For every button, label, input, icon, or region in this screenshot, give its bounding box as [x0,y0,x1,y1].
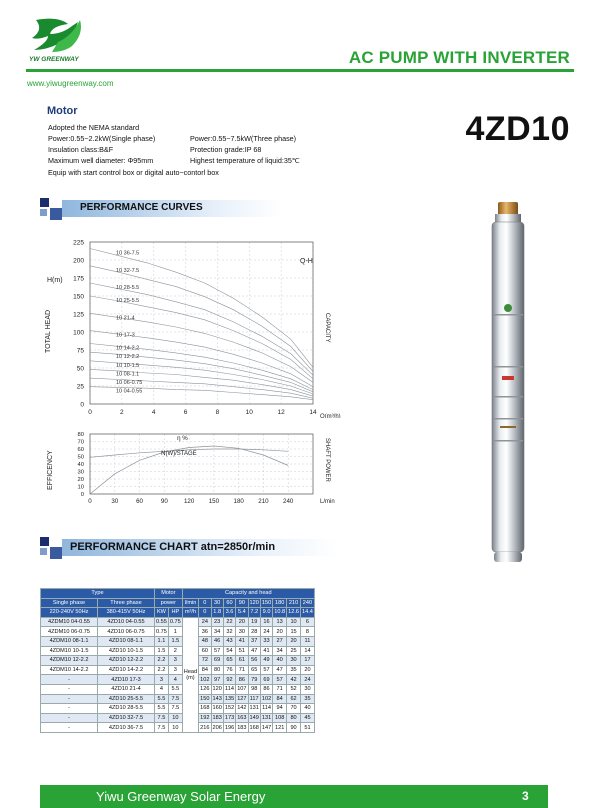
y-tick-label: 50 [76,365,84,373]
table-cell: 7.5 [155,713,169,723]
th-flow: 90 [236,598,248,608]
table-cell: 1.1 [155,636,169,646]
y-unit: H(m) [47,277,63,284]
table-cell: 0.75 [156,628,167,635]
table-cell: 131 [249,705,259,712]
table-cell: 0.75 [169,619,181,626]
table-cell: 143 [212,695,222,702]
table-cell: 4ZDM10 08-1.1 [41,636,98,646]
spec-temperature: Highest temperature of liquid:35℃ [190,156,300,165]
table-cell: 2.2 [155,656,169,666]
table-header-cell: 5.4 [236,608,248,618]
table-cell: 41 [236,636,248,646]
table-cell: 4 [155,684,169,694]
table-header-cell: 220-240V 50Hz [41,608,98,618]
motor-heading: Motor [47,105,78,117]
table-cell: 51 [301,723,315,733]
table-cell: - [41,704,98,714]
table-row [41,704,315,714]
table-row [41,646,315,656]
th-motor: Motor [155,589,183,599]
table-cell: 11 [301,636,315,646]
table-cell: 4ZD10 08-1.1 [98,636,155,646]
table-cell: 86 [236,675,248,685]
table-cell: 79 [248,675,260,685]
spec-well-diameter: Maximum well diameter: Φ95mm [48,156,154,165]
hq-curve-label: 10 21-4 [116,315,135,322]
th-capacity: Capacity and head [182,589,314,599]
table-cell: 69 [260,675,272,685]
table-cell: 1.5 [155,646,169,656]
table-cell: 150 [200,695,210,702]
table-cell: 98 [248,684,260,694]
x-tick-label: 0 [88,498,92,505]
table-cell: 14 [301,646,315,656]
table-cell: 120 [212,686,222,693]
table-header-cell: HP [168,608,182,618]
table-cell: 206 [212,724,222,731]
table-cell: 216 [200,724,210,731]
y-tick-label: 10 [77,484,84,491]
x-unit: L/min [320,499,335,505]
table-cell: 69 [211,656,223,666]
table-cell: 4ZD10 25-5.5 [98,694,155,704]
table-cell: 76 [223,665,235,675]
table-cell: 2.2 [155,665,169,675]
table-cell: 5.5 [168,684,182,694]
table-cell: 173 [224,715,235,722]
table-cell: 46 [211,636,223,646]
hq-curve-label: 10 12-2.2 [116,354,140,361]
table-cell: 183 [237,724,247,731]
table-cell: 24 [199,617,211,627]
table-cell: 42 [287,675,301,685]
table-cell: 57 [260,665,272,675]
table-cell: 4ZDM10 12-2.2 [41,656,98,666]
hq-curve-label: 10 08-1.1 [116,371,140,378]
table-cell: 4ZD10 10-1.5 [98,646,155,656]
y-tick-label: 125 [73,311,84,319]
table-header-cell: 14.4 [302,609,313,616]
table-cell: 102 [200,676,210,683]
table-cell: 4ZD10 21-4 [98,684,155,694]
footer-company: Yiwu Greenway Solar Energy [96,789,266,804]
table-header-cell: 9.0 [260,608,272,618]
hq-curve-label: 10 28-5.5 [116,285,140,292]
y-tick-label: 80 [77,432,84,439]
table-cell: 47 [248,646,260,656]
y-tick-label: 50 [77,454,84,461]
table-cell: 72 [199,656,211,666]
table-cell: 126 [200,686,210,693]
x-tick-label: 90 [160,498,168,505]
table-cell: 3 [168,656,182,666]
table-cell: 84 [273,694,287,704]
y-tick-label: 20 [77,477,84,484]
table-cell: 2 [168,646,182,656]
table-cell: 45 [301,713,315,723]
table-cell: 65 [223,656,235,666]
table-header-cell: 0 [199,608,211,618]
n-stage-label: N(W)/STAGE [161,451,197,457]
table-cell: 86 [260,684,272,694]
table-cell: 4ZDM10 06-0.75 [41,627,98,637]
hq-curve-label: 10 14-2.2 [116,345,140,352]
th-single-phase: Single phase [41,598,98,608]
table-row [41,617,315,627]
table-cell: 20 [301,665,315,675]
hq-curve-label: 10 25-5.5 [116,298,140,304]
table-cell: 62 [287,694,301,704]
table-cell: 135 [224,695,235,702]
th-flow: 0 [199,598,211,608]
table-cell: 20 [273,627,287,637]
table-cell: 30 [301,684,315,694]
table-cell: 131 [261,715,272,722]
page-number: 3 [522,789,529,803]
hq-curve-label: 10 06-0.75 [116,380,143,387]
table-cell: 35 [287,665,301,675]
y-tick-label: 60 [77,447,84,454]
logo-icon [28,16,88,56]
page-title: AC PUMP WITH INVERTER [348,48,570,67]
table-cell: - [41,675,98,685]
table-row [41,723,315,733]
table-cell: 15 [287,627,301,637]
table-cell: 3 [155,675,169,685]
table-cell: 43 [223,636,235,646]
table-cell: 70 [287,704,301,714]
table-cell: 183 [212,715,222,722]
x-tick-label: 240 [283,498,294,505]
table-cell: 61 [236,656,248,666]
hq-curve-label: 10 04-0.55 [116,388,143,395]
table-cell: 33 [260,636,272,646]
table-row [41,684,315,694]
table-cell: 34 [211,627,223,637]
table-cell: 168 [200,705,210,712]
hq-chart [30,232,350,418]
table-cell: 80 [211,665,223,675]
table-cell: 41 [260,646,272,656]
table-cell: 92 [223,675,235,685]
table-cell: 4 [168,675,182,685]
x-tick-label: 10 [245,409,253,416]
pump-image [478,196,538,586]
th-flow: 240 [301,598,315,608]
table-cell: 48 [199,636,211,646]
table-cell: 16 [260,617,272,627]
x-tick-label: 150 [208,498,220,505]
performance-table [40,588,315,733]
table-cell: 114 [262,705,271,712]
hq-curve-label: 10 36-7.5 [116,250,140,257]
table-cell: 30 [287,656,301,666]
x-tick-label: 180 [233,498,244,505]
table-cell: 4ZDM10 14-2.2 [41,665,98,675]
table-cell: 84 [199,665,211,675]
table-cell: 57 [211,646,223,656]
efficiency-axis-label: EFFICENCY [47,450,54,490]
y-tick-label: 30 [77,469,84,476]
table-cell: - [41,684,98,694]
table-cell: 192 [200,715,210,722]
table-cell: 108 [273,713,287,723]
table-cell: 10 [168,723,182,733]
table-cell: 168 [249,724,259,731]
y-tick-label: 40 [77,462,84,469]
table-cell: 142 [237,705,247,712]
table-cell: 34 [273,646,287,656]
table-cell: 7.5 [155,723,169,733]
table-header-cell: 7.2 [248,608,260,618]
table-header-cell: 3.6 [223,608,235,618]
spec-control-box: Equip with start control box or digital auto−contorl box [48,168,219,177]
table-cell: 24 [260,627,272,637]
table-cell: 51 [236,646,248,656]
table-cell: 35 [301,694,315,704]
x-unit: Q(m³/h) [320,414,341,418]
table-cell: 4ZD10 32-7.5 [98,713,155,723]
th-flow: 120 [249,599,259,606]
table-cell: 80 [287,713,301,723]
table-cell: 71 [273,684,287,694]
x-tick-label: 0 [88,409,92,416]
table-cell: 49 [260,656,272,666]
table-cell: 4ZD10 28-5.5 [98,704,155,714]
y-tick-label: 225 [73,239,84,247]
table-cell: 149 [249,715,259,722]
spec-power-three: Power:0.55~7.5kW(Three phase) [190,134,297,143]
table-cell: 22 [223,617,235,627]
y-tick-label: 75 [76,347,84,355]
y-tick-label: 0 [80,401,84,409]
table-cell: 71 [236,665,248,675]
th-flow: 60 [223,598,235,608]
table-cell: 4ZD10 14-2.2 [98,665,155,675]
y-tick-label: 100 [73,329,84,337]
hq-curve-label: 10 32-7.5 [116,267,140,274]
table-cell: 52 [287,684,301,694]
x-tick-label: 8 [215,409,220,416]
th-flow: 210 [287,598,301,608]
table-header-cell: 1.8 [211,608,223,618]
table-cell: 47 [273,665,287,675]
table-cell: 160 [212,705,222,712]
table-cell: 121 [273,723,287,733]
table-cell: 127 [237,695,247,702]
table-cell: 107 [237,686,247,693]
table-cell: 10 [287,617,301,627]
qh-tag: Q-H [300,258,313,265]
y-tick-label: 70 [77,439,84,446]
table-cell: 7.5 [168,694,182,704]
th-flow: 150 [261,599,272,606]
y-tick-label: 0 [80,492,84,499]
table-cell: 196 [224,724,235,731]
table-cell: 0.55 [156,619,167,626]
header-rule [26,69,574,72]
spec-power-single: Power:0.55~2.2kW(Single phase) [48,134,156,143]
table-cell: 54 [223,646,235,656]
x-tick-label: 14 [309,409,317,416]
y-tick-label: 175 [73,275,84,283]
table-cell: 5.5 [155,694,169,704]
x-tick-label: 60 [136,498,144,505]
table-cell: 3 [168,665,182,675]
table-cell: 4ZDM10 10-1.5 [41,646,98,656]
head-unit-cell: Head (m) [182,617,198,732]
table-cell: 6 [301,617,315,627]
table-cell: - [41,713,98,723]
table-cell: 25 [287,646,301,656]
table-cell: 147 [261,724,272,731]
table-cell: 4ZD10 12-2.2 [98,656,155,666]
table-banner-label: PERFORMANCE CHART atn=2850r/min [70,541,276,553]
table-cell: 40 [273,656,287,666]
th-lmin: l/min [182,598,198,608]
x-tick-label: 4 [151,409,156,416]
table-row [41,713,315,723]
table-cell: 4ZD10 36-7.5 [98,723,155,733]
th-flow: 30 [211,598,223,608]
table-cell: 4ZD10 17-3 [98,675,155,685]
y-tick-label: 150 [73,293,84,301]
table-cell: 32 [223,627,235,637]
th-three-phase: Three phase [98,598,155,608]
efficiency-chart [30,428,350,510]
table-cell: 4ZD10 06-0.75 [98,627,155,637]
th-type: Type [41,589,155,599]
table-cell: 97 [211,675,223,685]
table-cell: 114 [225,686,234,693]
table-cell: 1 [168,627,182,637]
table-row [41,627,315,637]
table-cell: 20 [287,636,301,646]
table-cell: 4ZD10 04-0.55 [98,617,155,627]
table-row [41,675,315,685]
x-tick-label: 12 [277,409,285,416]
table-header-cell: KW [155,608,169,618]
th-flow: 180 [273,598,287,608]
spec-nema: Adopted the NEMA standard [48,123,140,132]
hq-curve-label: 10 17-3 [116,332,135,339]
spec-insulation: Insulation class:B&F [48,145,114,154]
table-cell: 8 [301,627,315,637]
table-cell: 7.5 [168,704,182,714]
table-cell: 57 [273,675,287,685]
x-tick-label: 120 [183,498,195,505]
table-cell: 90 [287,723,301,733]
model-number: 4ZD10 [465,110,570,148]
website-link[interactable]: www.yiwugreenway.com [27,79,114,88]
table-cell: 28 [248,627,260,637]
table-row [41,656,315,666]
x-tick-label: 2 [120,409,124,416]
table-header-cell: 380-415V 50Hz [98,608,155,618]
table-cell: 13 [273,617,287,627]
y-axis-label: TOTAL HEAD [45,309,52,353]
table-cell: 65 [248,665,260,675]
th-motor-power: power [155,598,183,608]
table-cell: 152 [224,705,235,712]
table-header-cell: 12.6 [288,609,299,616]
y-tick-label: 200 [73,257,84,265]
footer-bar [40,785,548,808]
table-cell: 17 [301,656,315,666]
table-cell: 27 [273,636,287,646]
x-tick-label: 6 [183,409,188,416]
table-cell: 117 [249,695,259,702]
capacity-label: CAPACITY [324,313,330,343]
table-cell: 36 [199,627,211,637]
table-cell: - [41,723,98,733]
table-cell: 20 [236,617,248,627]
table-cell: 60 [199,646,211,656]
table-cell: - [41,694,98,704]
table-header-cell: m³/h [182,608,198,618]
table-cell: 40 [301,704,315,714]
table-row [41,665,315,675]
x-tick-label: 30 [111,498,119,505]
table-cell: 163 [237,715,247,722]
table-row [41,636,315,646]
table-cell: 102 [261,695,272,702]
shaft-power-label: SHAFT POWER [324,438,330,482]
table-cell: 5.5 [155,704,169,714]
table-cell: 94 [273,704,287,714]
spec-protection: Protection grade:IP 68 [190,145,262,154]
table-cell: 56 [248,656,260,666]
table-cell: 24 [301,675,315,685]
hq-curve-label: 10 10-1.5 [116,362,140,369]
table-cell: 30 [236,627,248,637]
table-cell: 4ZDM10 04-0.55 [41,617,98,627]
curves-banner-label: PERFORMANCE CURVES [80,202,203,213]
eta-label: η % [177,435,188,442]
y-tick-label: 25 [76,383,84,391]
table-cell: 19 [248,617,260,627]
table-cell: 10 [168,713,182,723]
table-row [41,694,315,704]
table-header-cell: 10.8 [274,609,286,616]
x-tick-label: 210 [258,498,269,505]
table-cell: 23 [211,617,223,627]
table-cell: 1.5 [168,636,182,646]
table-cell: 37 [248,636,260,646]
logo-text: YW GREENWAY [29,56,79,63]
